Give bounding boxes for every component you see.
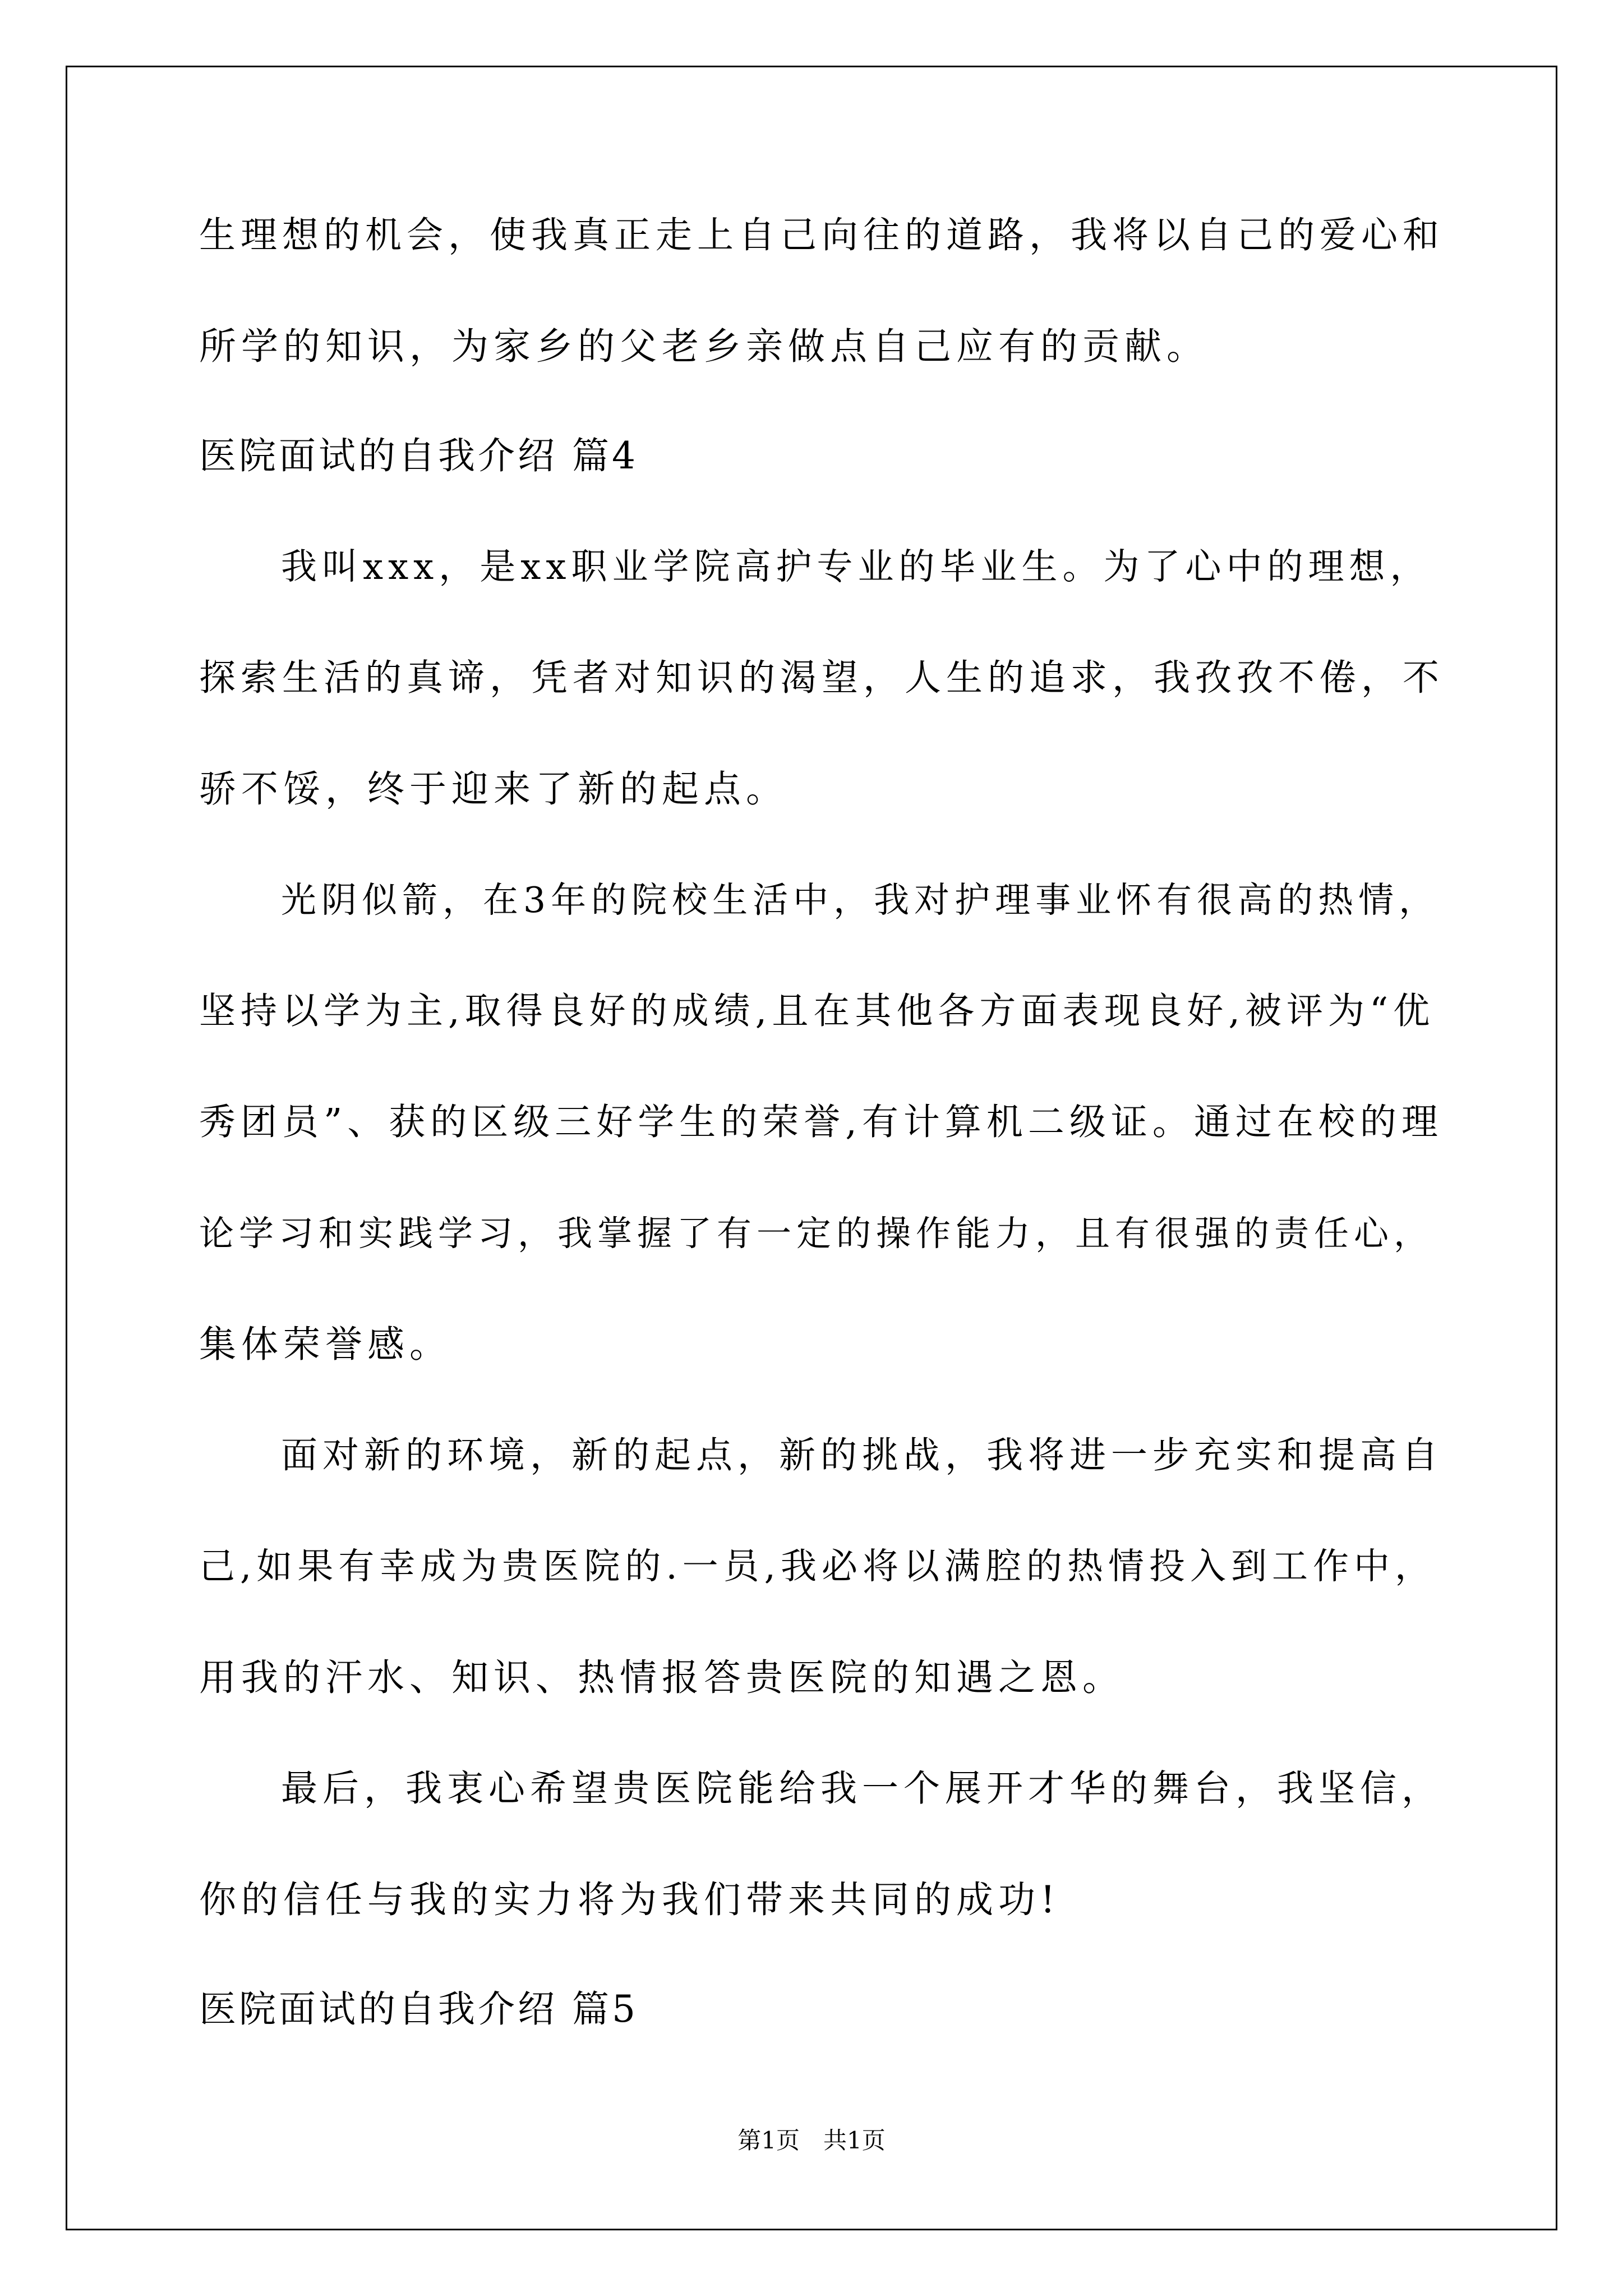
text-line: 生理想的机会，使我真正走上自己向往的道路，我将以自己的爱心和: [199, 214, 1445, 256]
text-line: 最后，我衷心希望贵医院能给我一个展开才华的舞台，我坚信，: [281, 1768, 1444, 1810]
text-line: 面对新的环境，新的起点，新的挑战，我将进一步充实和提高自: [281, 1434, 1444, 1476]
text-line: 你的信任与我的实力将为我们带来共同的成功!: [199, 1878, 1061, 1921]
text-line: 所学的知识，为家乡的父老乡亲做点自己应有的贡献。: [199, 325, 1209, 368]
text-line: 骄不馁，终于迎来了新的起点。: [199, 767, 788, 811]
text-line: 用我的汗水、知识、热情报答贵医院的知遇之恩。: [199, 1656, 1124, 1699]
text-line: 光阴似箭，在3年的院校生活中，我对护理事业怀有很高的热情，: [281, 880, 1440, 921]
section-heading: 医院面试的自我介绍 篇5: [199, 1987, 638, 2031]
text-line: 坚持以学为主,取得良好的成绩,且在其他各方面表现良好,被评为“优: [199, 990, 1435, 1032]
text-line: 己,如果有幸成为贵医院的.一员,我必将以满腔的热情投入到工作中，: [199, 1546, 1436, 1588]
page-footer: 第1页 共1页: [737, 2127, 886, 2154]
document-body: [199, 208, 1444, 2037]
text-line: 探索生活的真谛，凭者对知识的渴望，人生的追求，我孜孜不倦，不: [199, 657, 1445, 699]
section-heading: 医院面试的自我介绍 篇4: [199, 434, 638, 477]
text-line: 集体荣誉感。: [199, 1323, 451, 1366]
text-line: 我叫xxx，是xx职业学院高护专业的毕业生。为了心中的理想，: [281, 546, 1431, 588]
text-line: 论学习和实践学习，我掌握了有一定的操作能力，且有很强的责任心，: [199, 1213, 1434, 1254]
text-line: 秀团员”、获的区级三好学生的荣誉,有计算机二级证。通过在校的理: [199, 1101, 1443, 1143]
